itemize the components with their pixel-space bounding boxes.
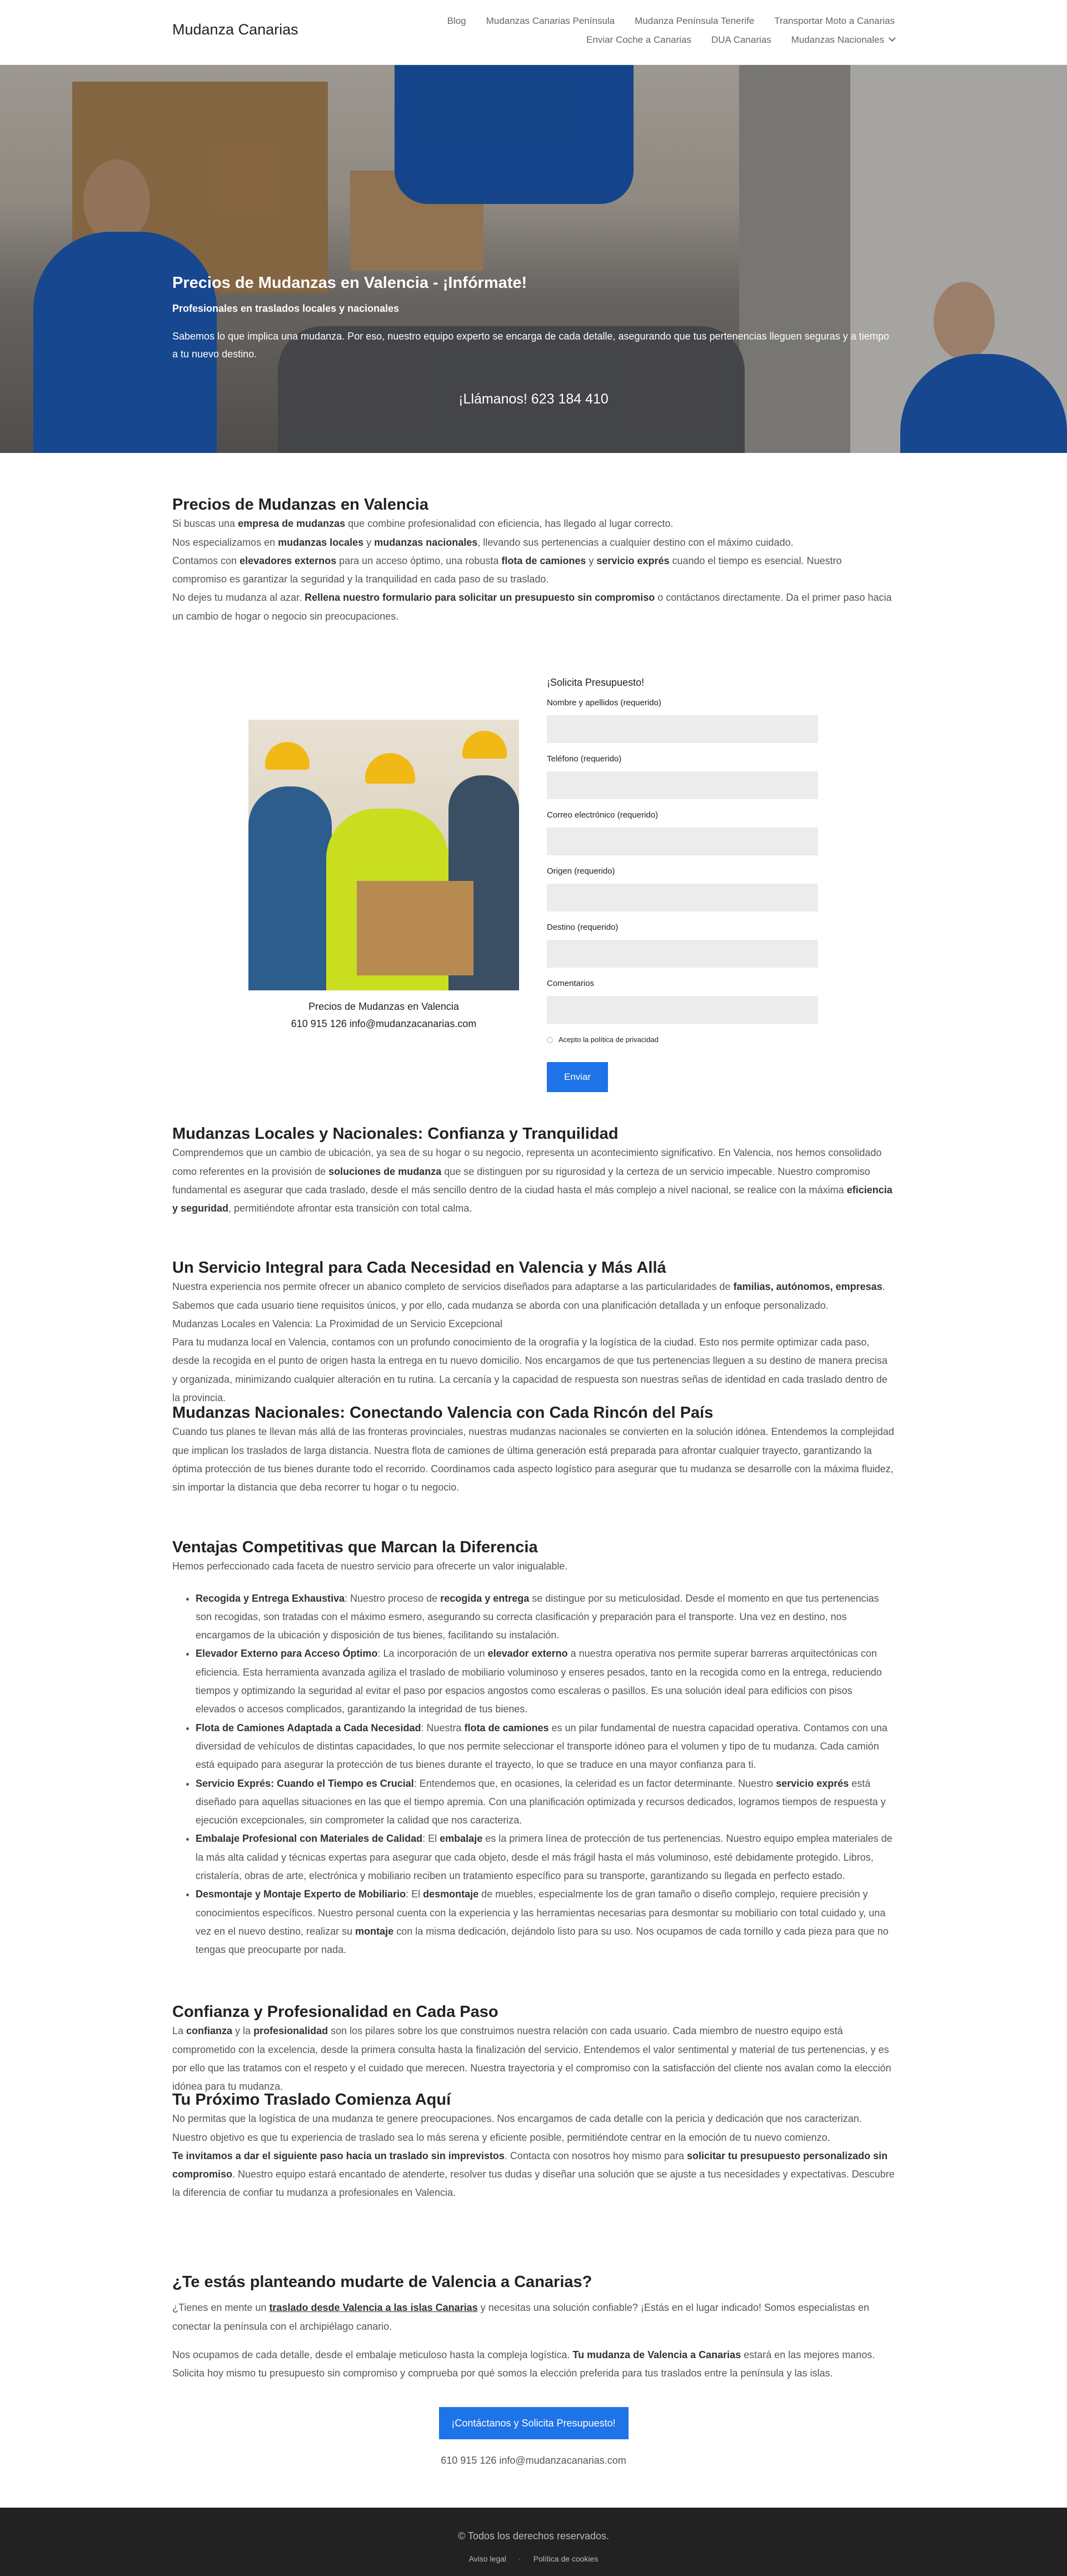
footer-separator: · xyxy=(518,2554,521,2563)
quote-form xyxy=(547,675,819,1092)
form-image-block xyxy=(248,720,519,1032)
privacy-label: Acepto la política de privacidad xyxy=(559,1035,659,1044)
section-text: Hemos perfeccionado cada faceta de nuestro servicio para ofrecerte un valor inigualable. xyxy=(172,1561,568,1572)
name-label: Nombre y apellidos (requerido) xyxy=(547,698,661,707)
destination-field[interactable] xyxy=(547,940,818,968)
section-subheading: Mudanzas Locales en Valencia: La Proximidad de un Servicio Excepcional xyxy=(172,1318,503,1329)
nav-item-label: Mudanzas Nacionales xyxy=(791,34,884,46)
section-title: Un Servicio Integral para Cada Necesidad en Valencia y Más Allá xyxy=(172,1259,666,1277)
nav-item-enviar-coche[interactable]: Enviar Coche a Canarias xyxy=(586,34,692,46)
nav-item-dua-canarias[interactable]: DUA Canarias xyxy=(711,34,771,46)
proximo-section xyxy=(172,2090,895,2203)
section-title: Tu Próximo Traslado Comienza Aquí xyxy=(172,2091,451,2109)
origin-field[interactable] xyxy=(547,884,818,911)
contact-cta-button[interactable]: ¡Contáctanos y Solicita Presupuesto! xyxy=(439,2407,629,2439)
section-title: Mudanzas Nacionales: Conectando Valencia con Cada Rincón del País xyxy=(172,1404,714,1422)
section-text: Cuando tus planes te llevan más allá de las fronteras provinciales, nuestras mudanzas nacionales se convierten en la solución idónea. Entendemos la complejidad que implican los traslados de larga distancia. Nuestra flota de camiones de última generación está preparada para afrontar cualquier trayecto, garantizando la óptima protección de tus bienes durante todo el recorrido. Coordinamos cada aspecto logístico para asegurar que tu mudanza se desarrolle con la máxima fluidez, sin importar la distancia que deba recorrer tu hogar o tu negocio. xyxy=(172,1426,894,1493)
intro-title: Precios de Mudanzas en Valencia xyxy=(172,496,428,514)
intro-line: Si buscas una empresa de mudanzas que combine profesionalidad con eficiencia, has llegado al lugar correcto. xyxy=(172,518,674,530)
hero-description: Sabemos lo que implica una mudanza. Por eso, nuestro equipo experto se encarga de cada detalle, asegurando que tus pertenencias lleguen seguras y a tiempo a tu nuevo destino. xyxy=(172,331,889,360)
image-caption-contact: 610 915 126 info@mudanzacanarias.com xyxy=(291,1018,477,1029)
origin-label: Origen (requerido) xyxy=(547,866,615,876)
hero-banner xyxy=(0,65,1067,453)
locales-section xyxy=(172,1124,895,1218)
chevron-down-icon xyxy=(889,35,896,42)
destination-label: Destino (requerido) xyxy=(547,923,619,932)
comments-label: Comentarios xyxy=(547,979,595,988)
image-caption xyxy=(248,998,519,1032)
nav-item-blog[interactable]: Blog xyxy=(447,16,466,26)
site-logo[interactable]: Mudanza Canarias xyxy=(172,21,298,38)
list-item: • Flota de Camiones Adaptada a Cada Necesidad: Nuestra flota de camiones es un pilar fundamental de nuestra capacidad operativa. Contamos con una diversidad de vehículos de distintas capacidades, lo que nos permite seleccionar el transporte idóneo para el volumen y tipo de tu mudanza. Cada camión está equipado para asegurar la protección de tus bienes durante el trayecto, lo que se traduce en una mayor confianza para ti. xyxy=(196,1719,895,1775)
nav-item-transportar-moto[interactable]: Transportar Moto a Canarias xyxy=(774,16,895,26)
section-title: Ventajas Competitivas que Marcan la Diferencia xyxy=(172,1538,538,1556)
intro-section xyxy=(172,495,895,626)
list-item: • Desmontaje y Montaje Experto de Mobiliario: El desmontaje de muebles, especialmente los de gran tamaño o diseño complejo, requiere precisión y conocimientos específicos. Nuestro personal cuenta con la experiencia y las herramientas necesarias para desmontar su mobiliario con total cuidado y, una vez en el nuevo destino, realizar su montaje con la misma dedicación, dejándolo listo para su uso. Nos ocupamos de cada tornillo y cada pieza para que no tengas que preocuparte por nada. xyxy=(196,1885,895,1959)
hero-title: Precios de Mudanzas en Valencia - ¡Infórmate! xyxy=(172,274,527,292)
confianza-section xyxy=(172,2002,895,2096)
section-text: ¿Tienes en mente un traslado desde Valencia a las islas Canarias y necesitas una solución confiable? ¡Estás en el lugar indicado! Somos especialistas en conectar la península con el archipiélago canario. xyxy=(172,2302,870,2332)
section-text: La confianza y la profesionalidad son los pilares sobre los que construimos nuestra relación con cada usuario. Cada miembro de nuestro equipo está comprometido con la excelencia, desde la primera consulta hasta la finalización del servicio. Entendemos el valor sentimental y material de tus pertenencias, y es por ello que las tratamos con el respeto y el cuidado que merecen. Nuestra trayectoria y el compromiso con la satisfacción del cliente nos avalan como la elección idónea para tu mudanza. xyxy=(172,2025,891,2092)
nav-item-mudanzas-canarias-peninsula[interactable]: Mudanzas Canarias Península xyxy=(486,16,615,26)
section-text: Te invitamos a dar el siguiente paso hacia un traslado sin imprevistos. Contacta con nosotros hoy mismo para solicitar tu presupuesto personalizado sin compromiso. Nuestro equipo estará encantado de atenderte, resolver tus dudas y diseñar una solución que se ajuste a tus necesidades y expectativas. Descubre la diferencia de confiar tu mudanza a profesionales en Valencia. xyxy=(172,2150,895,2199)
section-title: ¿Te estás planteando mudarte de Valencia a Canarias? xyxy=(172,2273,592,2291)
section-title: Mudanzas Locales y Nacionales: Confianza y Tranquilidad xyxy=(172,1125,619,1143)
contact-info: 610 915 126 info@mudanzacanarias.com xyxy=(441,2455,626,2467)
hero-content xyxy=(172,272,895,363)
hero-phone-link[interactable]: ¡Llámanos! 623 184 410 xyxy=(458,391,609,407)
intro-line: Contamos con elevadores externos para un acceso óptimo, una robusta flota de camiones y servicio exprés cuando el tiempo es esencial. Nuestro compromiso es garantizar la seguridad y la tranquilidad en cada paso de su traslado. xyxy=(172,555,842,585)
integral-section xyxy=(172,1258,895,1407)
copyright: © Todos los derechos reservados. xyxy=(457,2530,610,2542)
cookie-policy-link[interactable]: Política de cookies xyxy=(533,2554,599,2563)
nav-item-mudanzas-nacionales[interactable] xyxy=(791,34,895,46)
section-text: No permitas que la logística de una mudanza te genere preocupaciones. Nos encargamos de cada detalle con la pericia y dedicación que nos caracterizan. Nuestro objetivo es que tu experiencia de traslado sea lo más serena y eficiente posible, permitiéndote centrar en la emoción de tu nuevo comienzo. xyxy=(172,2113,862,2143)
form-title: ¡Solicita Presupuesto! xyxy=(547,677,645,688)
list-item: • Recogida y Entrega Exhaustiva: Nuestro proceso de recogida y entrega se distingue por su meticulosidad. Desde el momento en que tus pertenencias son recogidas, son tratadas con el máximo esmero, asegurando su correcta clasificación y preparación para el transporte. Una vez en destino, nos encargamos de la ubicación y disposición de tus bienes, facilitando su instalación. xyxy=(196,1590,895,1645)
valencia-canarias-link[interactable]: traslado desde Valencia a las islas Canarias xyxy=(269,2302,478,2314)
cta-wrap xyxy=(172,2407,895,2439)
footer-links xyxy=(0,2552,1067,2566)
hero-subtitle: Profesionales en traslados locales y nacionales xyxy=(172,302,400,314)
team-photo xyxy=(248,720,519,990)
email-label: Correo electrónico (requerido) xyxy=(547,810,659,820)
phone-field[interactable] xyxy=(547,771,818,799)
section-title: Confianza y Profesionalidad en Cada Paso xyxy=(172,2003,498,2021)
name-field[interactable] xyxy=(547,715,818,743)
privacy-consent xyxy=(547,1034,819,1047)
list-item: • Servicio Exprés: Cuando el Tiempo es Crucial: Entendemos que, en ocasiones, la celeridad es un factor determinante. Nuestro servicio exprés está diseñado para aquellas situaciones en las que el tiempo apremia. Con una planificación optimizada y recursos dedicados, logramos tiempos de respuesta y ejecución excepcionales, sin comprometer la calidad que nos caracteriza. xyxy=(196,1775,895,1830)
legal-notice-link[interactable]: Aviso legal xyxy=(468,2554,507,2563)
section-text: Para tu mudanza local en Valencia, contamos con un profundo conocimiento de la orografía y la logística de la ciudad. Esto nos permite optimizar cada paso, desde la recogida en el punto de origen hasta la entrega en tu nuevo domicilio. Nos encargamos de que tus pertenencias lleguen a su destino de manera precisa y organizada, minimizando cualquier alteración en tu rutina. La cercanía y la capacidad de respuesta son nuestras señas de identidad en cada traslado dentro de la provincia. xyxy=(172,1337,887,1404)
section-text: Comprendemos que un cambio de ubicación, ya sea de su hogar o su negocio, representa un acontecimiento significativo. En Valencia, nos hemos consolidado como referentes en la provisión de soluciones de mudanza que se distinguen por su rigurosidad y la certeza de un servicio impecable. Nuestro compromiso fundamental es asegurar que cada traslado, desde el más sencillo dentro de la ciudad hasta el más complejo a nivel nacional, se realice con la máxima eficiencia y seguridad, permitiéndote afrontar esta transición con total calma. xyxy=(172,1147,893,1214)
site-footer xyxy=(0,2508,1067,2576)
intro-line: No dejes tu mudanza al azar. Rellena nuestro formulario para solicitar un presupuesto sin compromiso o contáctanos directamente. Da el primer paso hacia un cambio de hogar o negocio sin preocupaciones. xyxy=(172,592,892,622)
comments-field[interactable] xyxy=(547,996,818,1024)
image-caption-title: Precios de Mudanzas en Valencia xyxy=(308,1001,459,1012)
intro-line: Nos especializamos en mudanzas locales y mudanzas nacionales, llevando sus pertenencias a cualquier destino con el máximo cuidado. xyxy=(172,536,794,548)
email-field[interactable] xyxy=(547,828,818,855)
canarias-section xyxy=(172,2272,895,2470)
list-item: • Embalaje Profesional con Materiales de Calidad: El embalaje es la primera línea de protección de tus pertenencias. Nuestro equipo emplea materiales de la más alta calidad y técnicas expertas para asegurar que cada objeto, desde el más frágil hasta el más voluminoso, esté debidamente protegido. Libros, cristalería, obras de arte, electrónica y mobiliario reciben un tratamiento específico para su transporte, garantizando su llegada en perfecto estado. xyxy=(196,1830,895,1885)
phone-label: Teléfono (requerido) xyxy=(547,754,622,764)
submit-button[interactable]: Enviar xyxy=(547,1062,608,1092)
section-text: Nuestra experiencia nos permite ofrecer un abanico completo de servicios diseñados para adaptarse a las particularidades de familias, autónomos, empresas. Sabemos que cada usuario tiene requisitos únicos, y por ello, cada mudanza se aborda con una planificación detallada y un enfoque personalizado. xyxy=(172,1281,885,1311)
main-nav xyxy=(439,16,895,54)
features-list xyxy=(172,1590,895,1960)
site-header xyxy=(0,0,1067,65)
nav-item-mudanza-peninsula-tenerife[interactable]: Mudanza Península Tenerife xyxy=(635,16,755,26)
section-text: Nos ocupamos de cada detalle, desde el embalaje meticuloso hasta la compleja logística. Tu mudanza de Valencia a Canarias estará en las mejores manos. Solicita hoy mismo tu presupuesto sin compromiso y comprueba por qué somos la elección preferida para tus traslados entre la península y las islas. xyxy=(172,2349,875,2379)
nacionales-section xyxy=(172,1403,895,1497)
list-item: • Elevador Externo para Acceso Óptimo: La incorporación de un elevador externo a nuestra operativa nos permite superar barreras arquitectónicas con eficiencia. Esta herramienta avanzada agiliza el traslado de mobiliario voluminoso y enseres pesados, tanto en la recogida como en la entrega, reduciendo tiempos y optimizando la seguridad al evitar el paso por espacios angostos como escaleras o pasillos. Es una solución ideal para edificios con pisos elevados o accesos complicados, garantizando la integridad de tus bienes. xyxy=(196,1645,895,1718)
privacy-checkbox[interactable] xyxy=(547,1037,553,1043)
ventajas-section xyxy=(172,1537,895,1959)
